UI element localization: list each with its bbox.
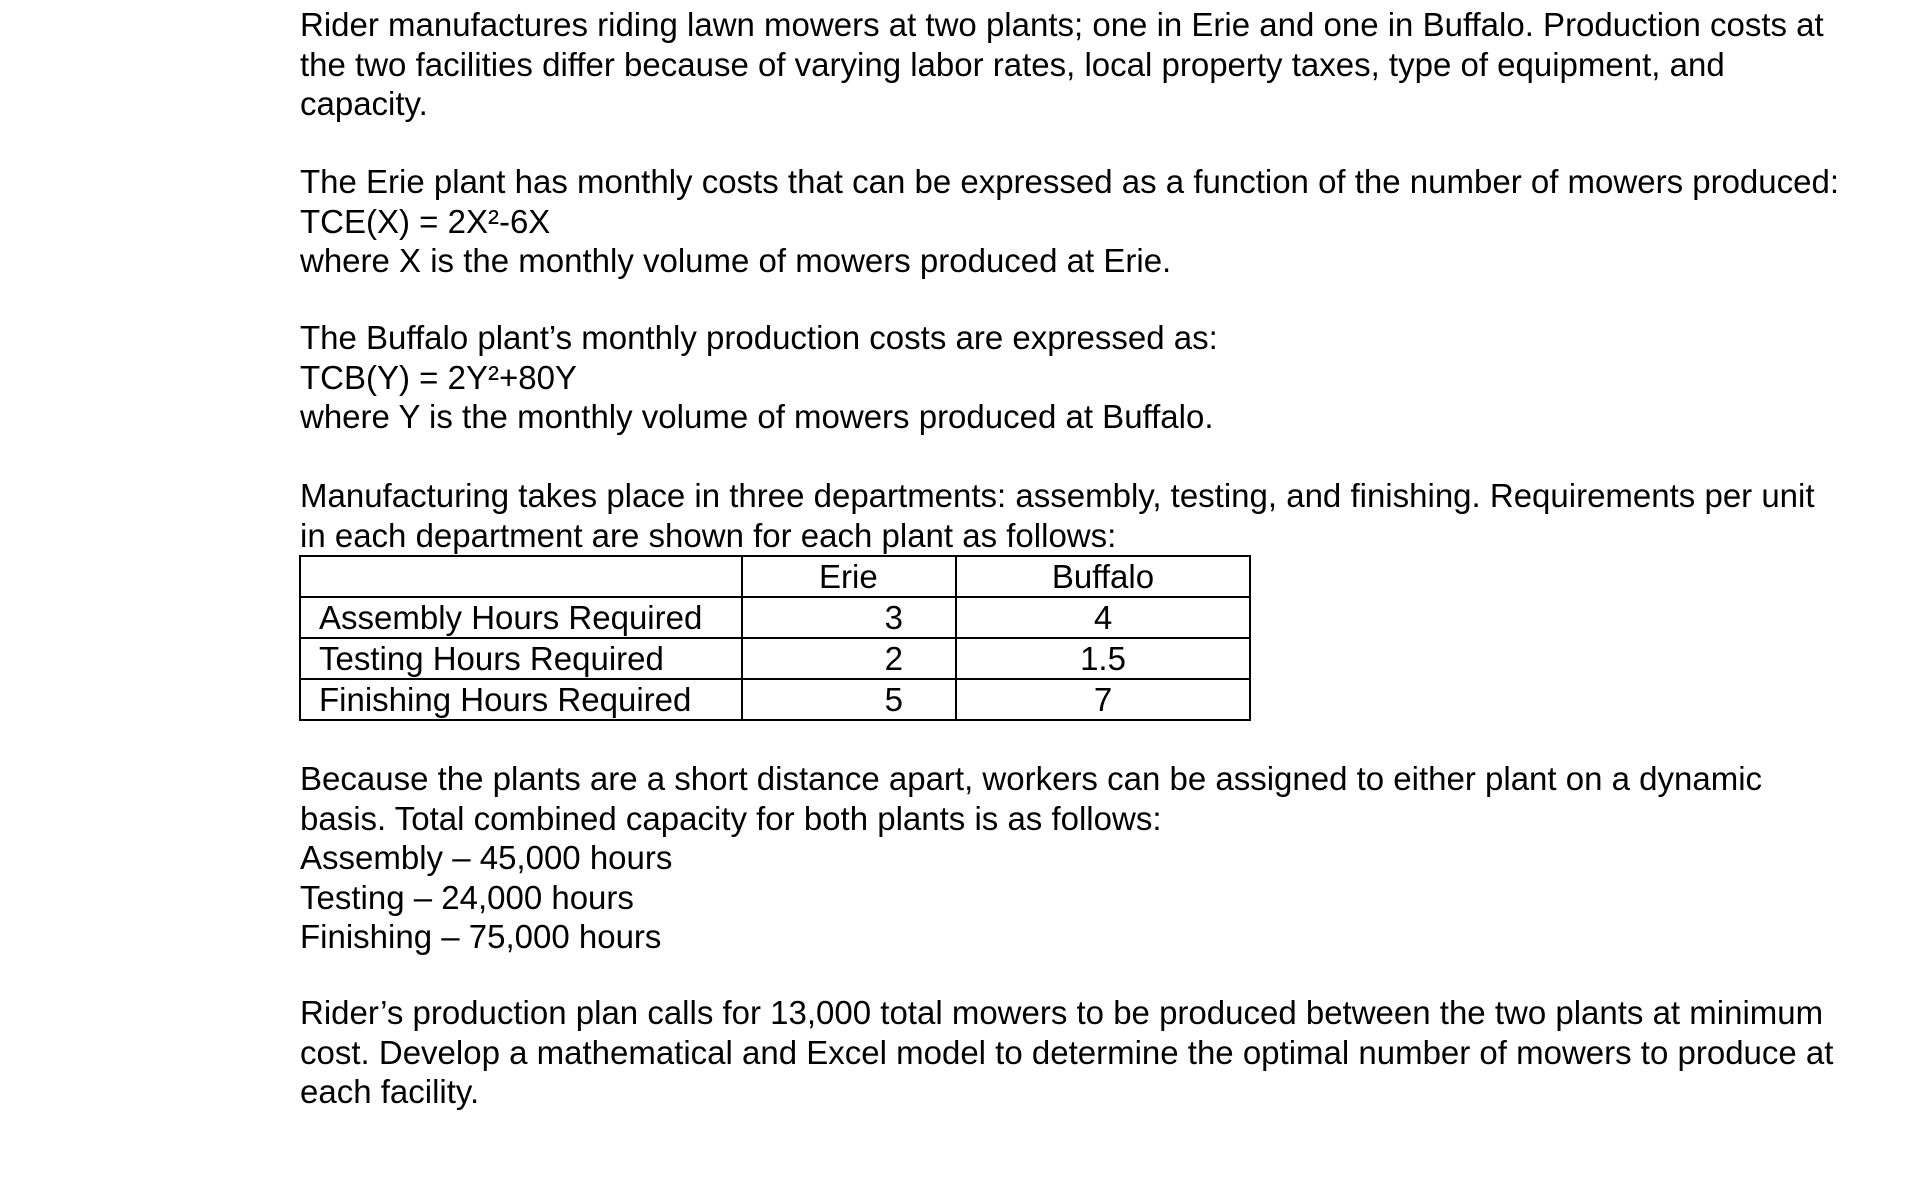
plan-line: Rider’s production plan calls for 13,000 total mowers to be produced between the two plants at minimum [300,994,1824,1031]
requirements-table [299,555,1251,721]
buffalo-line: where Y is the monthly volume of mowers produced at Buffalo. [300,398,1214,435]
capacity-paragraph [300,759,1900,957]
erie-line: The Erie plant has monthly costs that can be expressed as a function of the number of mowers produced: [300,163,1840,200]
departments-paragraph [300,476,1900,555]
buffalo-cost-paragraph [300,318,1900,437]
erie-value: 5 [742,679,956,720]
plan-line: each facility. [300,1073,480,1110]
table-header-buffalo: Buffalo [956,556,1250,597]
buffalo-cost-formula: TCB(Y) = 2Y²+80Y [300,358,577,396]
row-label: Testing Hours Required [300,638,742,679]
capacity-testing: Testing – 24,000 hours [300,878,634,916]
table-row [300,597,1250,638]
production-plan-paragraph [300,993,1900,1112]
table-header-row [300,556,1250,597]
buffalo-value: 1.5 [956,638,1250,679]
capacity-line: Because the plants are a short distance apart, workers can be assigned to either plant on a dynamic [300,760,1763,797]
capacity-finishing: Finishing – 75,000 hours [300,918,662,955]
buffalo-value: 7 [956,679,1250,720]
intro-line: the two facilities differ because of varying labor rates, local property taxes, type of equipment, and [300,45,1725,83]
erie-cost-paragraph [300,162,1900,281]
intro-line: capacity. [300,85,428,122]
row-label: Assembly Hours Required [300,597,742,638]
departments-line: Manufacturing takes place in three departments: assembly, testing, and finishing. Requirements per unit [300,477,1815,514]
table-row [300,679,1250,720]
erie-value: 2 [742,638,956,679]
table-header-cell [300,556,742,597]
erie-cost-formula: TCE(X) = 2X²-6X [300,202,551,240]
intro-paragraph [300,5,1900,124]
plan-line: cost. Develop a mathematical and Excel model to determine the optimal number of mowers to produce at [300,1033,1834,1071]
row-label: Finishing Hours Required [300,679,742,720]
table-header-erie: Erie [742,556,956,597]
erie-value: 3 [742,597,956,638]
erie-line: where X is the monthly volume of mowers produced at Erie. [300,242,1172,279]
departments-line: in each department are shown for each plant as follows: [300,516,1117,554]
intro-line: Rider manufactures riding lawn mowers at two plants; one in Erie and one in Buffalo. Production costs at [300,6,1824,43]
capacity-assembly: Assembly – 45,000 hours [300,839,673,876]
capacity-line: basis. Total combined capacity for both plants is as follows: [300,799,1162,837]
table-row [300,638,1250,679]
buffalo-line: The Buffalo plant’s monthly production costs are expressed as: [300,319,1218,356]
buffalo-value: 4 [956,597,1250,638]
